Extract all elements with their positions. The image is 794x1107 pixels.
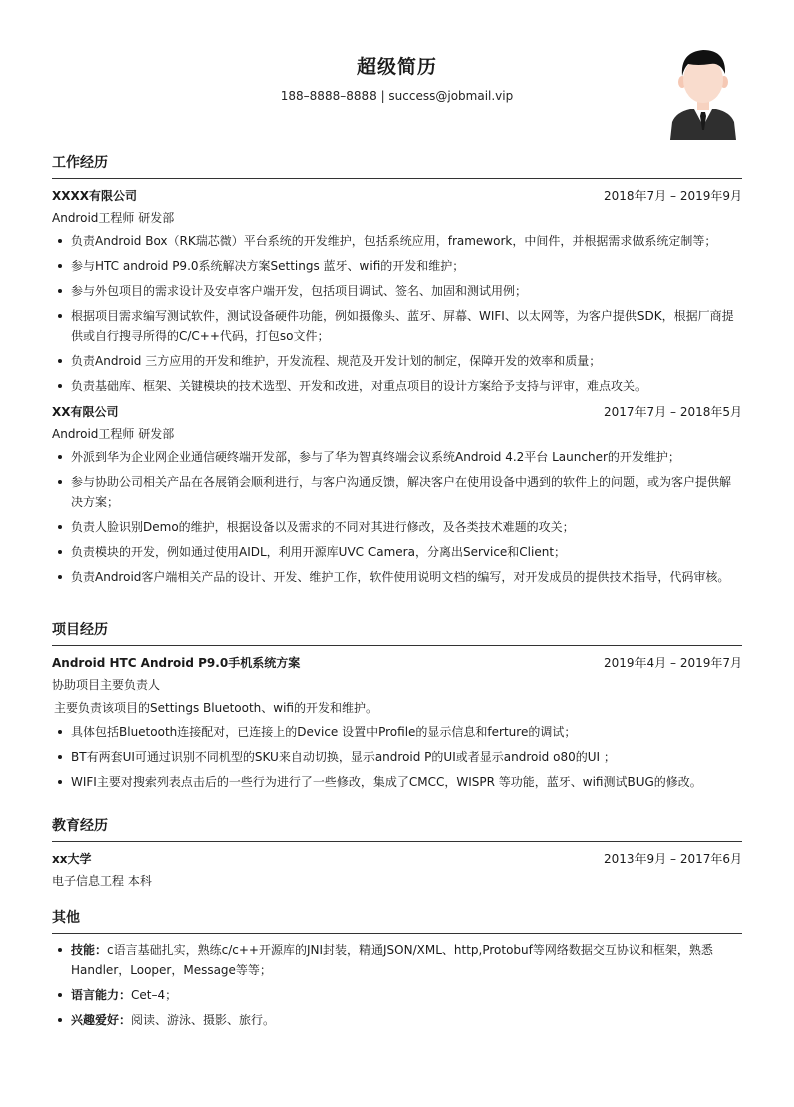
- item-text: Cet–4；: [131, 988, 178, 1002]
- job-entry: [52, 401, 742, 587]
- other-bullets: [52, 940, 742, 1030]
- list-item: [52, 940, 742, 980]
- item-label: 语言能力：: [71, 988, 132, 1002]
- list-item: 参与HTC android P9.0系统解决方案Settings 蓝牙、wifi的开发和维护；: [52, 256, 742, 276]
- list-item: 参与协助公司相关产品在各展销会顺利进行，与客户沟通反馈，解决客户在使用设备中遇到的软件上的问题，或为客户提供解决方案；: [52, 472, 742, 512]
- job-header: [52, 185, 742, 207]
- list-item: 负责Android客户端相关产品的设计、开发、维护工作，软件使用说明文档的编写，对开发成员的提供技术指导，代码审核。: [52, 567, 742, 587]
- project-experience-section: [52, 619, 742, 797]
- education-dates: 2013年9月 – 2017年6月: [604, 852, 742, 866]
- job-dates: 2018年7月 – 2019年9月: [604, 189, 742, 203]
- education-section: [52, 815, 742, 892]
- list-item: WIFI主要对搜索列表点击后的一些行为进行了一些修改，集成了CMCC，WISPR 等功能，蓝牙、wifi测试BUG的修改。: [52, 772, 742, 792]
- section-title-project: 项目经历: [52, 619, 742, 646]
- list-item: 参与外包项目的需求设计及安卓客户端开发，包括项目调试、签名、加固和测试用例；: [52, 281, 742, 301]
- work-experience-section: [52, 152, 742, 592]
- project-description: 主要负责该项目的Settings Bluetooth、wifi的开发和维护。: [54, 701, 378, 715]
- page-title: 超级简历: [356, 56, 437, 78]
- item-label: 兴趣爱好：: [71, 1013, 132, 1027]
- list-item: [52, 985, 742, 1005]
- job-header: [52, 401, 742, 423]
- project-role: 协助项目主要负责人: [52, 678, 161, 692]
- resume-header: [52, 52, 742, 152]
- section-title-education: 教育经历: [52, 815, 742, 842]
- list-item: 负责Android Box（RK瑞芯微）平台系统的开发维护，包括系统应用，framework，中间件，并根据需求做系统定制等；: [52, 231, 742, 251]
- other-section: [52, 907, 742, 1035]
- list-item: 负责Android 三方应用的开发和维护，开发流程、规范及开发计划的制定，保障开发的效率和质量；: [52, 351, 742, 371]
- contact-info: 188–8888–8888 | success@jobmail.vip: [280, 89, 514, 103]
- job-bullets: [52, 231, 742, 396]
- project-dates: 2019年4月 – 2019年7月: [604, 656, 742, 670]
- list-item: 具体包括Bluetooth连接配对，已连接上的Device 设置中Profile的显示信息和ferture的调试；: [52, 722, 742, 742]
- school-name: xx大学: [52, 852, 92, 866]
- list-item: BT有两套UI可通过识别不同机型的SKU来自动切换，显示android P的UI或者显示android o80的UI ；: [52, 747, 742, 767]
- item-text: c语言基础扎实，熟练c/c++开源库的JNI封装，精通JSON/XML、http,Protobuf等网络数据交互协议和框架，熟悉Handler，Looper，Message等等；: [71, 943, 713, 977]
- project-name: Android HTC Android P9.0手机系统方案: [52, 656, 301, 670]
- job-role: Android工程师 研发部: [52, 427, 175, 441]
- list-item: 负责模块的开发，例如通过使用AIDL，利用开源库UVC Camera，分离出Service和Client；: [52, 542, 742, 562]
- list-item: 负责基础库、框架、关键模块的技术选型、开发和改进，对重点项目的设计方案给予支持与评审，难点攻关。: [52, 376, 742, 396]
- education-header: [52, 848, 742, 870]
- education-major: 电子信息工程 本科: [52, 874, 152, 888]
- list-item: 负责人脸识别Demo的维护，根据设备以及需求的不同对其进行修改，及各类技术难题的攻关；: [52, 517, 742, 537]
- avatar: [668, 46, 738, 140]
- list-item: [52, 1010, 742, 1030]
- section-title-work: 工作经历: [52, 152, 742, 179]
- job-bullets: [52, 447, 742, 587]
- list-item: 根据项目需求编写测试软件，测试设备硬件功能，例如摄像头、蓝牙、屏幕、WIFI、以太网等，为客户提供SDK，根据厂商提供或自行搜寻所得的C/C++代码，打包so文件；: [52, 306, 742, 346]
- list-item: 外派到华为企业网企业通信硬终端开发部，参与了华为智真终端会议系统Android 4.2平台 Launcher的开发维护；: [52, 447, 742, 467]
- job-dates: 2017年7月 – 2018年5月: [604, 405, 742, 419]
- project-bullets: [52, 722, 742, 792]
- job-role: Android工程师 研发部: [52, 211, 175, 225]
- section-title-other: 其他: [52, 907, 742, 934]
- company-name: XXXX有限公司: [52, 189, 138, 203]
- company-name: XX有限公司: [52, 405, 119, 419]
- item-label: 技能：: [71, 943, 108, 957]
- project-header: [52, 652, 742, 674]
- item-text: 阅读、游泳、摄影、旅行。: [131, 1013, 276, 1027]
- job-entry: [52, 185, 742, 396]
